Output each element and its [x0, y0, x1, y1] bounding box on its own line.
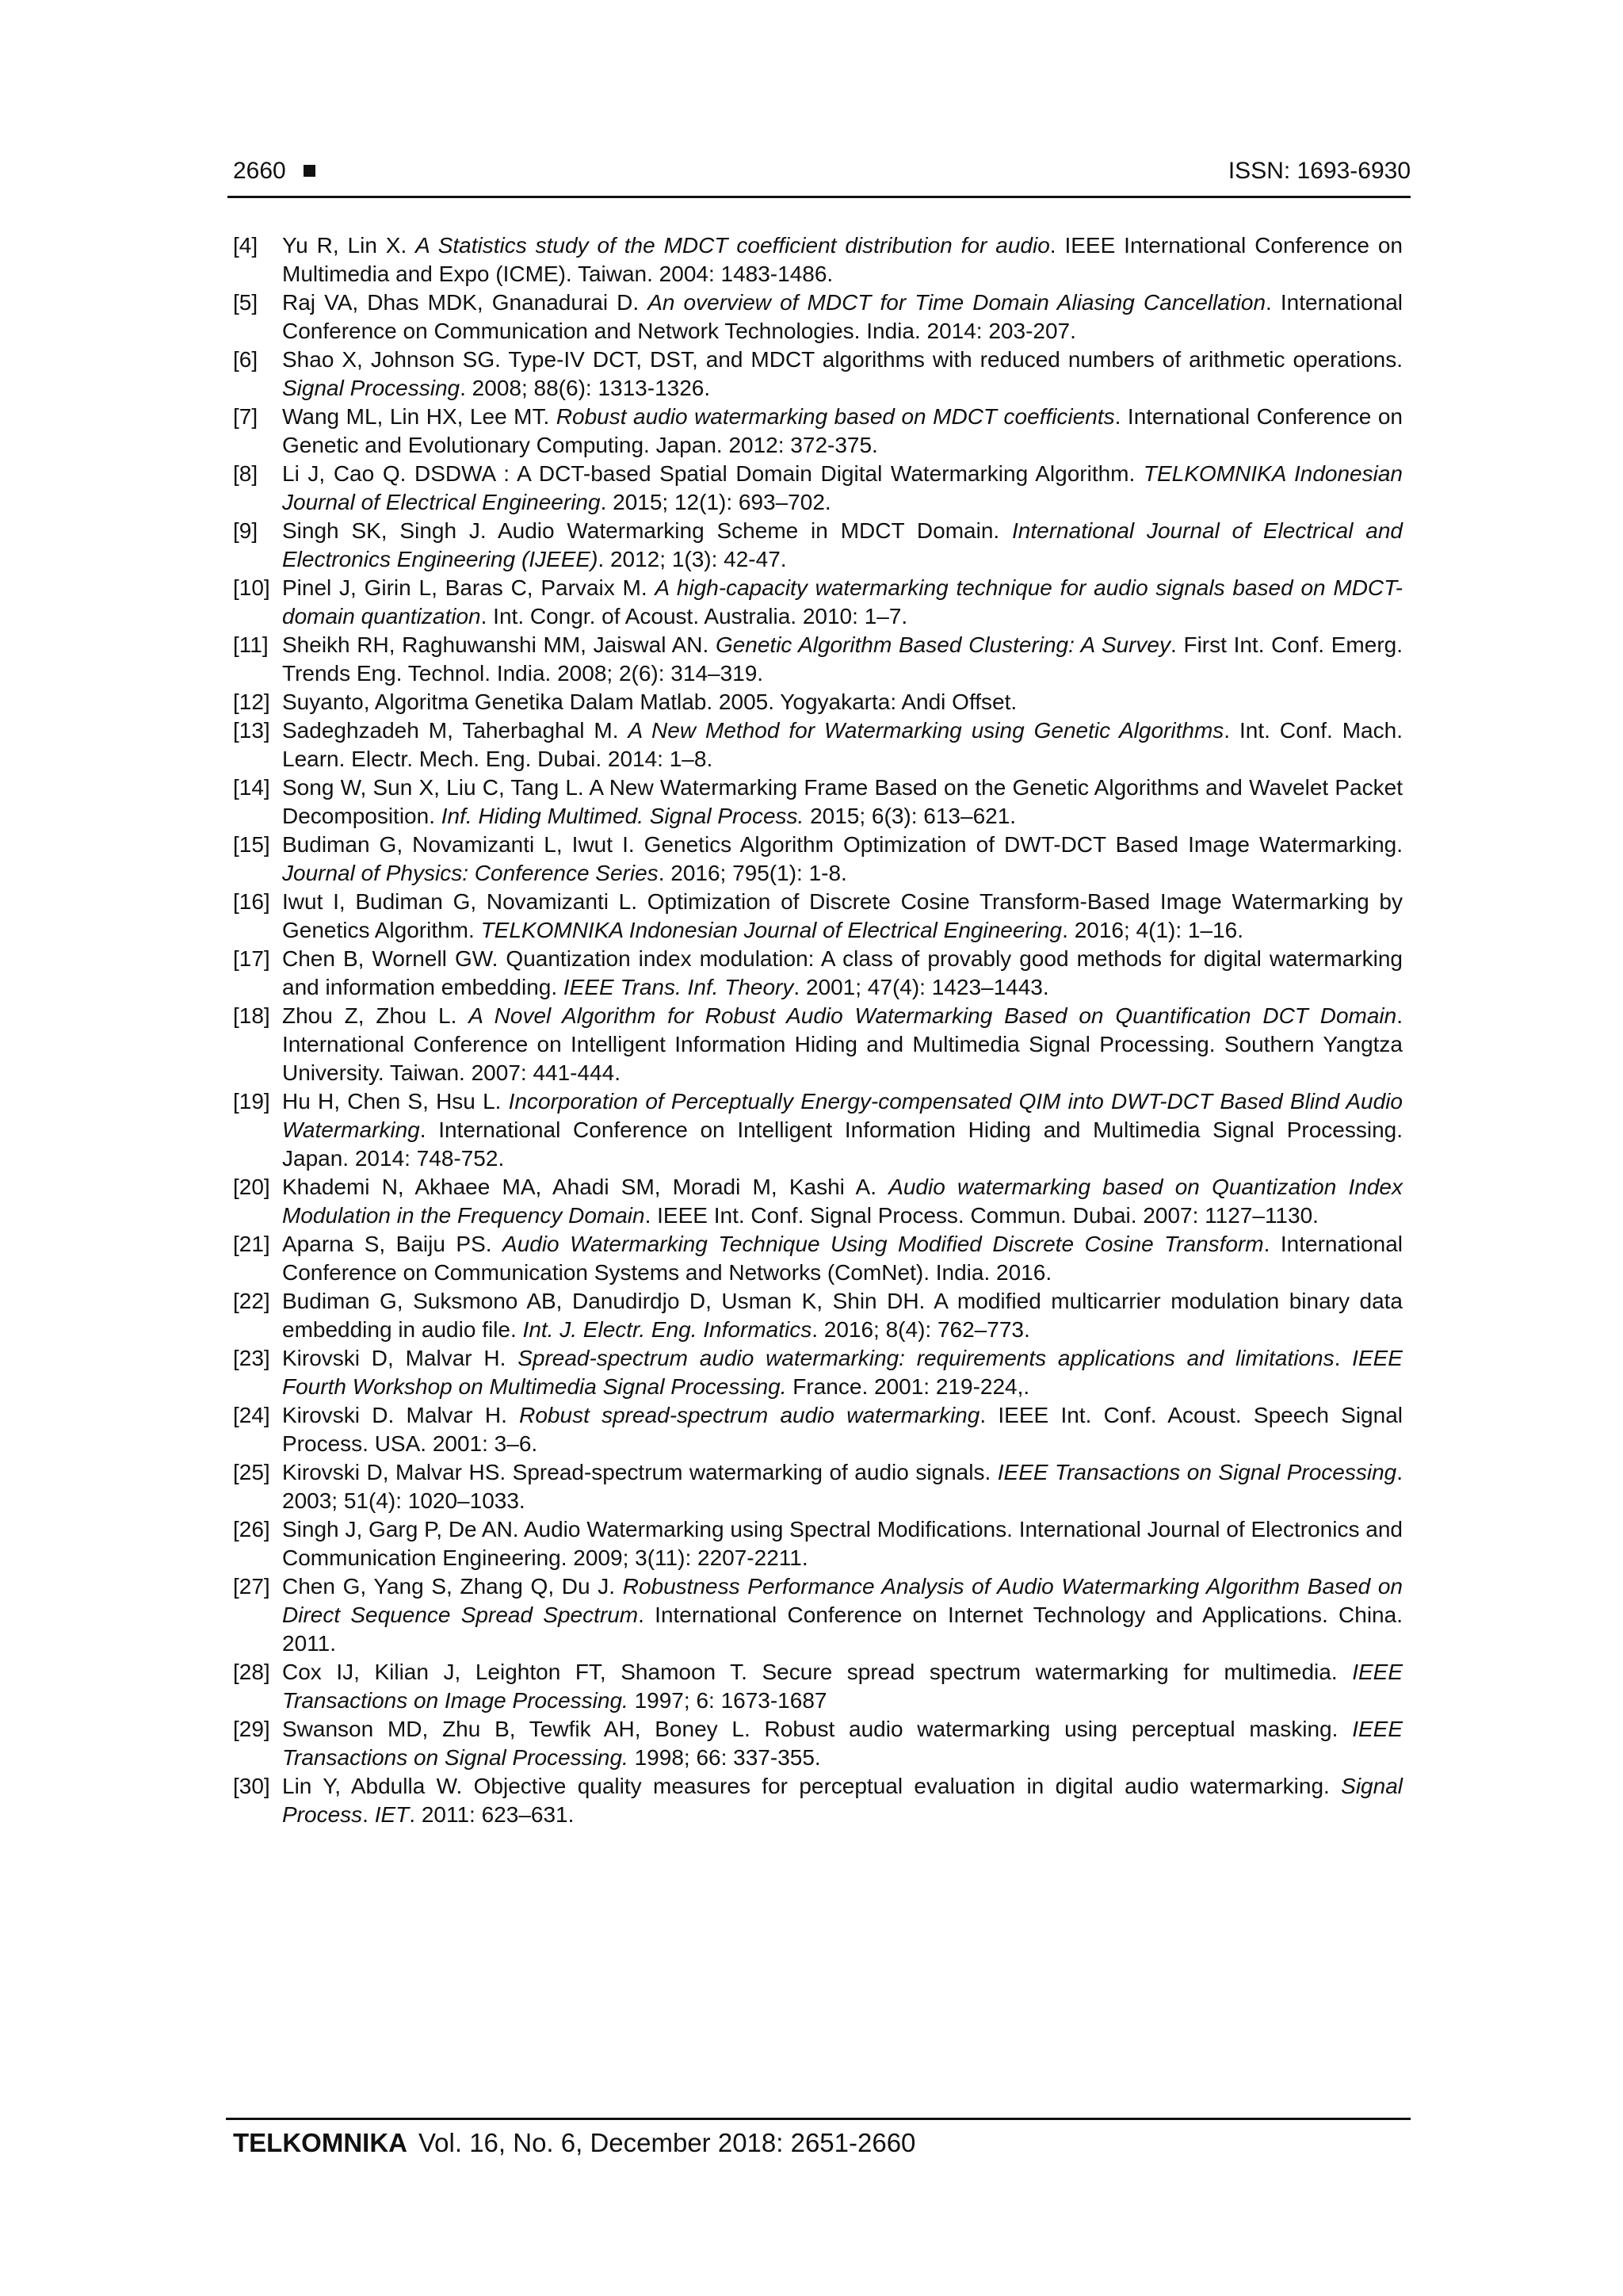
- reference-source-text: . 2001; 47(4): 1423–1443.: [793, 975, 1049, 999]
- reference-item: [233, 346, 1403, 403]
- reference-details-text: France. 2001: 219-224,.: [786, 1374, 1030, 1399]
- reference-number: [8]: [233, 461, 258, 486]
- reference-title-italic: Audio Watermarking Technique Using Modified Discrete Cosine Transform: [502, 1232, 1264, 1256]
- reference-authors-text: Iwut I, Budiman G, Novamizanti L. Optimization of Discrete Cosine Transform-Based Image Watermarking by Genetics Algorithm.: [282, 889, 1403, 942]
- reference-item: [233, 1458, 1403, 1515]
- reference-item: [233, 1772, 1403, 1829]
- reference-item: [233, 403, 1403, 460]
- reference-item: [233, 1230, 1403, 1287]
- reference-text: [282, 574, 1403, 631]
- reference-number: [6]: [233, 347, 258, 372]
- reference-number: [10]: [233, 575, 270, 600]
- reference-text: [282, 831, 1403, 888]
- reference-number: [5]: [233, 290, 258, 315]
- reference-text: [282, 716, 1403, 774]
- reference-source-text: . 2012; 1(3): 42-47.: [598, 547, 787, 571]
- reference-item: [233, 1401, 1403, 1458]
- reference-number: [9]: [233, 518, 258, 543]
- reference-authors-text: Zhou Z, Zhou L.: [282, 1003, 469, 1028]
- reference-item: [233, 574, 1403, 631]
- reference-authors-text: Kirovski D, Malvar HS. Spread-spectrum watermarking of audio signals.: [282, 1460, 998, 1484]
- reference-text: [282, 460, 1403, 517]
- reference-text: [282, 888, 1403, 945]
- reference-authors-text: Yu R, Lin X.: [282, 233, 416, 258]
- reference-text: [282, 403, 1403, 460]
- reference-authors-text: Singh J, Garg P, De AN. Audio Watermarking using Spectral Modifications. International Journal of Electronics and Communication Engineering. 2009; 3(11): 2207-2211.: [282, 1517, 1403, 1570]
- reference-title-italic: A New Method for Watermarking using Genetic Algorithms: [628, 718, 1224, 743]
- reference-source-text: . International Conference on Intelligent Information Hiding and Multimedia Signal Processing. Southern Yangtza University. Taiwan. 2007: 441-444.: [282, 1003, 1403, 1085]
- reference-authors-text: Kirovski D. Malvar H.: [282, 1403, 520, 1427]
- reference-text: [282, 1087, 1403, 1173]
- reference-title-italic: Int. J. Electr. Eng. Informatics: [522, 1317, 812, 1342]
- reference-source-text: . 2016; 795(1): 1-8.: [658, 861, 847, 885]
- page-header: [233, 156, 1411, 196]
- header-divider: [227, 196, 1411, 198]
- reference-item: [233, 631, 1403, 688]
- reference-authors-text: Budiman G, Suksmono AB, Danudirdjo D, Usman K, Shin DH. A modified multicarrier modulation binary data embedding in audio file.: [282, 1289, 1403, 1342]
- reference-title-italic: Robust audio watermarking based on MDCT coefficients: [556, 404, 1115, 429]
- reference-venue-italic: IEEE Fourth Workshop on Multimedia Signal Processing.: [282, 1346, 1403, 1399]
- reference-text: [282, 1658, 1403, 1715]
- reference-title-italic: Robust spread-spectrum audio watermarking: [519, 1403, 980, 1427]
- reference-number: [11]: [233, 632, 269, 657]
- reference-item: [233, 1515, 1403, 1572]
- reference-item: [233, 716, 1403, 774]
- reference-title-italic: TELKOMNIKA Indonesian Journal of Electrical Engineering: [282, 461, 1403, 514]
- reference-number: [12]: [233, 690, 270, 714]
- reference-number: [19]: [233, 1089, 270, 1114]
- reference-source-text: 1997; 6: 1673-1687: [628, 1688, 827, 1713]
- reference-text: [282, 1002, 1403, 1087]
- reference-venue-italic: IET: [374, 1802, 410, 1827]
- page-number-text: 2660: [233, 158, 286, 184]
- reference-title-italic: Inf. Hiding Multimed. Signal Process.: [441, 804, 804, 828]
- reference-title-italic: IEEE Transactions on Signal Processing: [997, 1460, 1397, 1484]
- reference-authors-text: Swanson MD, Zhu B, Tewfik AH, Boney L. Robust audio watermarking using perceptual masking.: [282, 1717, 1353, 1741]
- reference-source-text: . International Conference on Intelligent Information Hiding and Multimedia Signal Processing. Japan. 2014: 748-752.: [282, 1117, 1403, 1171]
- reference-authors-text: Song W, Sun X, Liu C, Tang L. A New Watermarking Frame Based on the Genetic Algorithms and Wavelet Packet Decomposition.: [282, 775, 1403, 828]
- reference-authors-text: Singh SK, Singh J. Audio Watermarking Scheme in MDCT Domain.: [282, 518, 1013, 543]
- reference-title-italic: Genetic Algorithm Based Clustering: A Survey: [715, 632, 1171, 657]
- reference-item: [233, 774, 1403, 831]
- reference-item: [233, 945, 1403, 1002]
- reference-text: [282, 1173, 1403, 1230]
- reference-authors-text: Li J, Cao Q. DSDWA : A DCT-based Spatial Domain Digital Watermarking Algorithm.: [282, 461, 1144, 486]
- reference-number: [24]: [233, 1403, 270, 1427]
- reference-item: [233, 1715, 1403, 1772]
- reference-item: [233, 1087, 1403, 1173]
- reference-source-text: . International Conference on Communication and Network Technologies. India. 2014: 203-207.: [282, 290, 1403, 343]
- reference-number: [18]: [233, 1003, 270, 1028]
- reference-source-text: . IEEE Int. Conf. Signal Process. Commun. Dubai. 2007: 1127–1130.: [644, 1203, 1319, 1228]
- page-number: [233, 156, 315, 186]
- reference-title-italic: Incorporation of Perceptually Energy-compensated QIM into DWT-DCT Based Blind Audio Watermarking: [282, 1089, 1403, 1142]
- reference-authors-text: Sheikh RH, Raghuwanshi MM, Jaiswal AN.: [282, 632, 716, 657]
- footer-divider: [226, 2118, 1411, 2120]
- reference-authors-text: Chen G, Yang S, Zhang Q, Du J.: [282, 1574, 623, 1599]
- reference-title-italic: Signal Process: [282, 1774, 1403, 1827]
- reference-source-text: 2015; 6(3): 613–621.: [804, 804, 1017, 828]
- reference-source-text: . 2016; 4(1): 1–16.: [1062, 918, 1243, 942]
- reference-title-italic: TELKOMNIKA Indonesian Journal of Electrical Engineering: [480, 918, 1063, 942]
- reference-number: [23]: [233, 1346, 270, 1370]
- reference-number: [26]: [233, 1517, 270, 1541]
- reference-title-italic: IEEE Trans. Inf. Theory: [563, 975, 794, 999]
- reference-number: [27]: [233, 1574, 270, 1599]
- reference-text: [282, 1230, 1403, 1287]
- reference-source-text: . 2016; 8(4): 762–773.: [812, 1317, 1030, 1342]
- issn-label: ISSN: 1693-6930: [1228, 158, 1411, 184]
- reference-source-text: . International Conference on Communication Systems and Networks (ComNet). India. 2016.: [282, 1232, 1403, 1285]
- reference-text: [282, 1772, 1403, 1829]
- reference-item: [233, 1173, 1403, 1230]
- reference-title-italic: Robustness Performance Analysis of Audio Watermarking Algorithm Based on Direct Sequence Spread Spectrum: [282, 1574, 1403, 1627]
- reference-authors-text: Raj VA, Dhas MDK, Gnanadurai D.: [282, 290, 648, 315]
- reference-text: [282, 1458, 1403, 1515]
- reference-number: [21]: [233, 1232, 270, 1256]
- reference-authors-text: Chen B, Wornell GW. Quantization index modulation: A class of provably good methods for digital watermarking and information embedding.: [282, 946, 1403, 999]
- reference-text: [282, 631, 1403, 688]
- reference-text: [282, 1287, 1403, 1344]
- reference-list: [233, 231, 1403, 1829]
- reference-authors-text: Suyanto, Algoritma Genetika Dalam Matlab. 2005. Yogyakarta: Andi Offset.: [282, 690, 1018, 714]
- reference-number: [15]: [233, 832, 270, 857]
- reference-title-italic: International Journal of Electrical and Electronics Engineering (IJEEE): [282, 518, 1403, 571]
- footer-journal-name: TELKOMNIKA: [233, 2128, 407, 2157]
- reference-authors-text: Hu H, Chen S, Hsu L.: [282, 1089, 509, 1114]
- reference-item: [233, 1658, 1403, 1715]
- reference-number: [16]: [233, 889, 270, 914]
- footer-issue-details: Vol. 16, No. 6, December 2018: 2651-2660: [418, 2128, 916, 2157]
- reference-source-text: .: [362, 1802, 375, 1827]
- reference-number: [30]: [233, 1774, 270, 1798]
- reference-source-text: . Int. Conf. Mach. Learn. Electr. Mech. Eng. Dubai. 2014: 1–8.: [282, 718, 1403, 771]
- reference-number: [28]: [233, 1660, 270, 1684]
- reference-title-italic: IEEE Transactions on Signal Processing.: [282, 1717, 1403, 1770]
- reference-authors-text: Pinel J, Girin L, Baras C, Parvaix M.: [282, 575, 655, 600]
- reference-item: [233, 460, 1403, 517]
- reference-source-text: .: [1334, 1346, 1353, 1370]
- reference-text: [282, 1515, 1403, 1572]
- reference-text: [282, 517, 1403, 574]
- reference-title-italic: An overview of MDCT for Time Domain Aliasing Cancellation: [647, 290, 1266, 315]
- reference-authors-text: Lin Y, Abdulla W. Objective quality measures for perceptual evaluation in digital audio watermarking.: [282, 1774, 1342, 1798]
- reference-text: [282, 231, 1403, 288]
- reference-authors-text: Wang ML, Lin HX, Lee MT.: [282, 404, 556, 429]
- reference-title-italic: IEEE Transactions on Image Processing.: [282, 1660, 1403, 1713]
- reference-item: [233, 1344, 1403, 1401]
- reference-title-italic: A Statistics study of the MDCT coefficient distribution for audio: [415, 233, 1050, 258]
- reference-title-italic: Audio watermarking based on Quantization Index Modulation in the Frequency Domain: [282, 1175, 1403, 1228]
- reference-number: [17]: [233, 946, 270, 971]
- reference-source-text: . IEEE Int. Conf. Acoust. Speech Signal Process. USA. 2001: 3–6.: [282, 1403, 1403, 1456]
- reference-number: [29]: [233, 1717, 270, 1741]
- reference-number: [22]: [233, 1289, 270, 1313]
- reference-text: [282, 774, 1403, 831]
- reference-authors-text: Cox IJ, Kilian J, Leighton FT, Shamoon T. Secure spread spectrum watermarking for multimedia.: [282, 1660, 1353, 1684]
- reference-title-italic: Signal Processing: [282, 376, 460, 400]
- reference-text: [282, 1715, 1403, 1772]
- reference-source-text: . 2008; 88(6): 1313-1326.: [460, 376, 711, 400]
- reference-source-text: . International Conference on Internet Technology and Applications. China. 2011.: [282, 1603, 1403, 1656]
- reference-source-text: . 2015; 12(1): 693–702.: [600, 490, 831, 514]
- reference-number: [7]: [233, 404, 258, 429]
- reference-item: [233, 1002, 1403, 1087]
- reference-authors-text: Shao X, Johnson SG. Type-IV DCT, DST, and MDCT algorithms with reduced numbers of arithmetic operations.: [282, 347, 1403, 372]
- reference-text: [282, 688, 1403, 716]
- reference-title-italic: Spread-spectrum audio watermarking: requirements applications and limitations: [517, 1346, 1335, 1370]
- reference-item: [233, 231, 1403, 288]
- reference-item: [233, 688, 1403, 716]
- reference-authors-text: Sadeghzadeh M, Taherbaghal M.: [282, 718, 628, 743]
- reference-text: [282, 346, 1403, 403]
- reference-source-text: . 2003; 51(4): 1020–1033.: [282, 1460, 1403, 1513]
- reference-text: [282, 945, 1403, 1002]
- reference-item: [233, 1572, 1403, 1658]
- reference-authors-text: Kirovski D, Malvar H.: [282, 1346, 518, 1370]
- reference-title-italic: A high-capacity watermarking technique for audio signals based on MDCT-domain quantization: [282, 575, 1403, 628]
- page-footer: [233, 2127, 915, 2159]
- reference-item: [233, 517, 1403, 574]
- reference-number: [25]: [233, 1460, 270, 1484]
- reference-authors-text: Khademi N, Akhaee MA, Ahadi SM, Moradi M, Kashi A.: [282, 1175, 889, 1199]
- reference-text: [282, 288, 1403, 346]
- reference-authors-text: Budiman G, Novamizanti L, Iwut I. Genetics Algorithm Optimization of DWT-DCT Based Image Watermarking.: [282, 832, 1403, 857]
- reference-item: [233, 888, 1403, 945]
- reference-source-text: . First Int. Conf. Emerg. Trends Eng. Technol. India. 2008; 2(6): 314–319.: [282, 632, 1403, 686]
- square-bullet-icon: [304, 165, 315, 177]
- reference-source-text: . International Conference on Genetic and Evolutionary Computing. Japan. 2012: 372-375.: [282, 404, 1403, 457]
- reference-number: [20]: [233, 1175, 270, 1199]
- reference-item: [233, 288, 1403, 346]
- reference-item: [233, 1287, 1403, 1344]
- reference-text: [282, 1572, 1403, 1658]
- reference-item: [233, 831, 1403, 888]
- reference-number: [13]: [233, 718, 270, 743]
- reference-text: [282, 1401, 1403, 1458]
- reference-source-text: 1998; 66: 337-355.: [628, 1745, 821, 1770]
- reference-source-text: . IEEE International Conference on Multimedia and Expo (ICME). Taiwan. 2004: 1483-1486.: [282, 233, 1403, 286]
- reference-authors-text: Aparna S, Baiju PS.: [282, 1232, 503, 1256]
- reference-title-italic: A Novel Algorithm for Robust Audio Watermarking Based on Quantification DCT Domain: [468, 1003, 1397, 1028]
- reference-title-italic: Journal of Physics: Conference Series: [282, 861, 659, 885]
- reference-source-text: . Int. Congr. of Acoust. Australia. 2010: 1–7.: [480, 604, 908, 628]
- reference-number: [4]: [233, 233, 258, 258]
- reference-details-text: . 2011: 623–631.: [409, 1802, 575, 1827]
- reference-text: [282, 1344, 1403, 1401]
- reference-number: [14]: [233, 775, 270, 800]
